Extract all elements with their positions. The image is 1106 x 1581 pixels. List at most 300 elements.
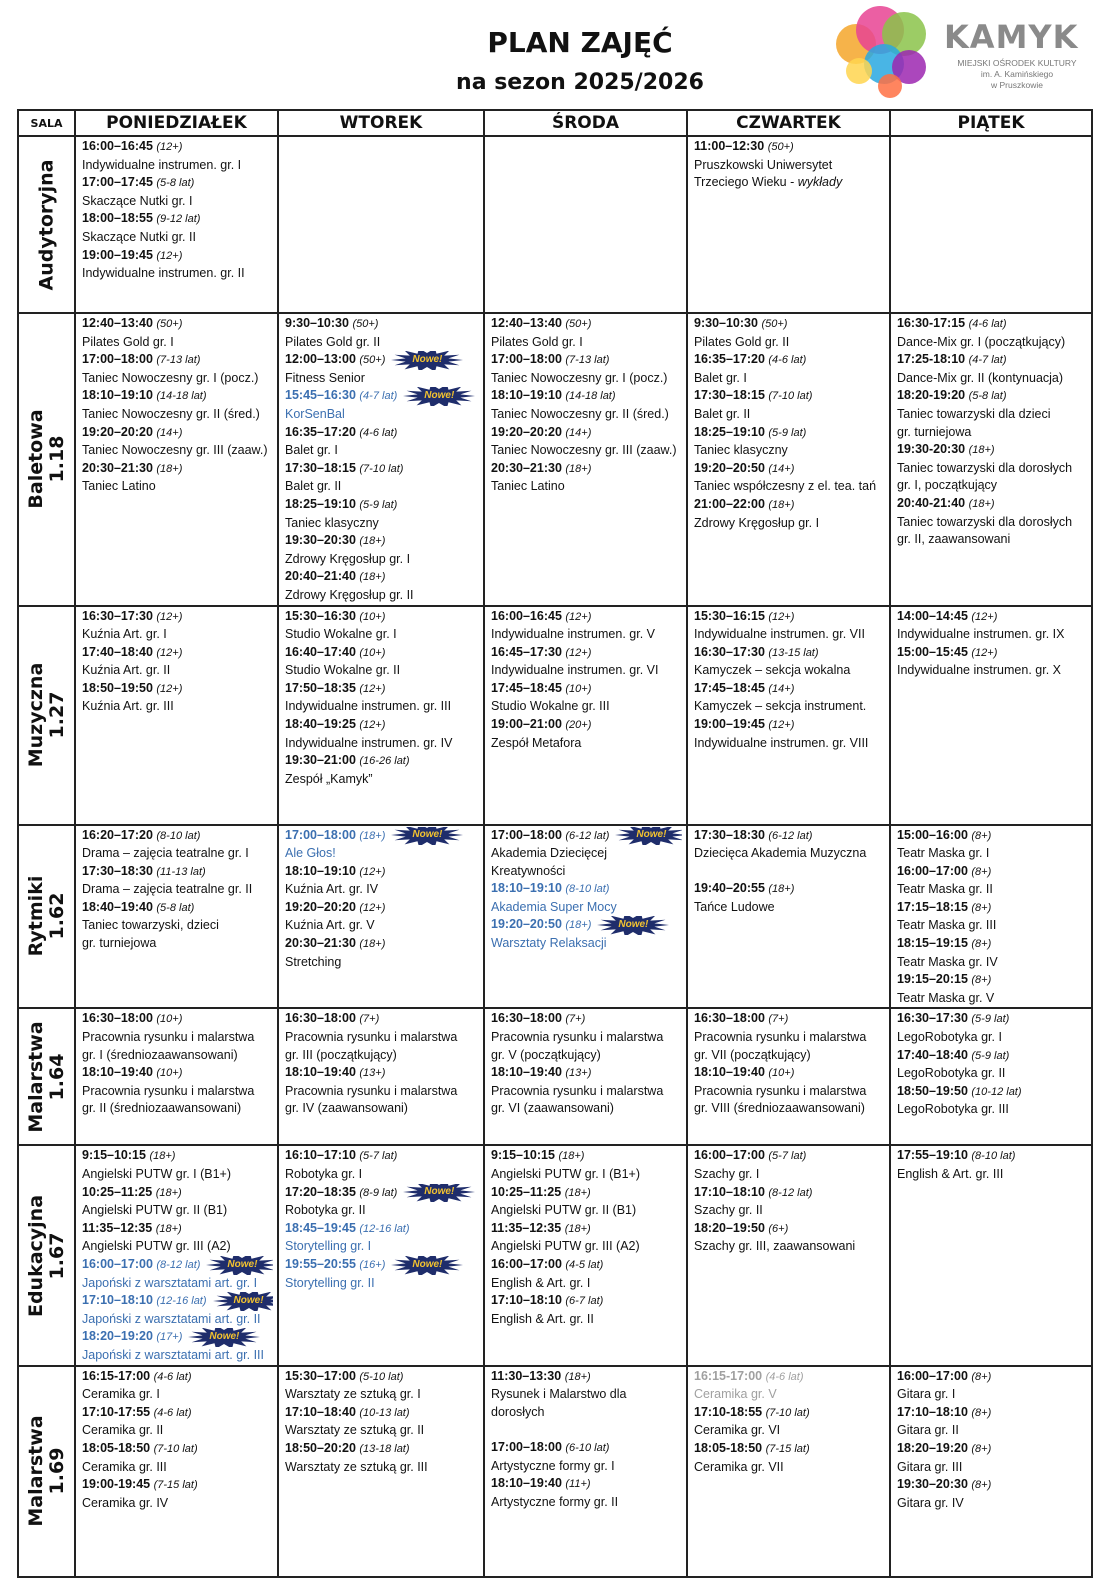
class-time: 15:00–15:45 [897,644,968,659]
new-badge-label: Nowe! [233,1294,264,1306]
class-name: Taniec klasyczny [694,443,788,458]
new-badge [391,1257,463,1273]
class-age: (18+) [968,497,995,510]
class-entry [82,863,273,899]
class-time-line [897,351,1087,370]
spacer [694,863,885,881]
day-cell-thursday [687,1366,890,1577]
class-name: Warsztaty ze sztuką gr. II [285,1423,425,1438]
room-label [26,410,68,509]
class-entry [82,1476,273,1512]
class-entry [82,644,273,680]
room-row [18,606,1092,825]
new-badge-label: Nowe! [412,829,443,841]
logo-subtitle-line: MIEJSKI OŚRODEK KULTURY [957,58,1077,68]
class-time: 16:00–16:45 [491,608,562,623]
class-name: Kamyczek – sekcja instrument. [694,699,867,714]
day-cell-monday [75,1366,278,1577]
new-badge [391,352,463,368]
class-time-line [897,1476,1087,1495]
class-age: (8+) [971,938,992,951]
class-age: (12-16 lat) [359,1222,410,1235]
class-time: 21:00–22:00 [694,496,765,511]
class-entry [694,716,885,752]
class-time: 17:00–18:00 [491,352,562,367]
room-row [18,1366,1092,1577]
class-age: (13+) [359,1067,386,1080]
class-time-line [491,460,682,479]
class-name: Indywidualne instrumen. gr. X [897,663,1061,678]
class-name: LegoRobotyka gr. III [897,1102,1009,1117]
class-time-line [82,174,273,193]
logo-subtitle-line: w Pruszkowie [991,80,1043,90]
class-time: 18:10–19:10 [82,388,153,403]
class-entry [285,716,479,752]
class-time-line [82,680,273,699]
class-entry [285,1147,479,1183]
class-time: 17:10–18:10 [694,1184,765,1199]
class-time: 18:05-18:50 [694,1440,763,1455]
day-cell-monday [75,136,278,313]
class-age: (12+) [971,610,998,623]
class-name: Zespół Metafora [491,735,582,750]
class-age: (10+) [156,1013,183,1026]
class-entry [694,1184,885,1220]
class-name: Rysunek i Malarstwo dla [491,1387,627,1402]
class-time: 15:30–16:30 [285,608,356,623]
class-name: LegoRobotyka gr. I [897,1030,1002,1045]
class-time: 9:30–10:30 [694,316,758,330]
class-age: (50+) [767,141,794,153]
class-time: 19:40–20:55 [694,881,765,896]
class-time: 16:00–17:00 [82,1257,153,1271]
class-time-line [285,644,479,663]
class-time: 17:30–18:30 [694,827,765,842]
class-entry [491,1147,682,1183]
class-age: (8+) [971,1442,992,1455]
class-time: 16:00–17:00 [491,1257,562,1271]
room-name-line: 1.27 [45,691,68,739]
class-time: 17:20–18:35 [285,1184,356,1199]
class-time-line [285,351,479,370]
logo-subtitle-line: im. A. Kamińskiego [980,69,1054,79]
class-entry [694,315,885,351]
class-time: 16:40–17:40 [285,644,356,659]
class-time: 18:10–19:40 [491,1065,562,1080]
class-age: (12+) [565,646,592,659]
class-time: 18:10–19:10 [285,863,356,878]
class-time: 18:10–19:10 [491,388,562,403]
class-name: Zespół „Kamyk” [285,771,373,786]
class-time-line [82,1064,273,1083]
class-name: Storytelling gr. I [285,1239,372,1254]
class-time: 11:30–13:30 [491,1368,562,1383]
class-time-line [82,351,273,370]
class-time: 16:00–17:00 [897,863,968,878]
class-entry [491,916,682,952]
class-age: (8+) [971,974,992,987]
class-entry [897,441,1087,495]
class-entry [491,1010,682,1064]
class-age: (14-18 lat) [565,390,616,403]
class-name: gr. I, początkujący [897,478,998,493]
class-name: Warsztaty ze sztuką gr. I [285,1387,421,1402]
class-entry [82,460,273,496]
room-cell [18,825,75,1009]
class-age: (8-12 lat) [156,1259,201,1271]
class-time-line [694,496,885,515]
class-age: (18+) [155,1222,182,1235]
class-time-line [694,1010,885,1029]
class-age: (6-12 lat) [768,829,813,842]
class-name: Indywidualne instrumen. gr. IV [285,735,453,750]
class-entry [285,935,479,971]
new-badge [188,1329,260,1345]
class-age: (13-15 lat) [768,646,819,659]
class-age: (5-8 lat) [156,177,195,190]
class-time: 19:55–20:55 [285,1257,356,1271]
class-name: Zdrowy Kręgosłup gr. II [285,587,414,602]
class-age: (6-12 lat) [565,829,610,842]
day-cell-wednesday [484,825,687,1009]
class-entry [897,1476,1087,1512]
class-time: 11:35–12:35 [491,1220,562,1235]
room-row [18,825,1092,1009]
class-time-line [285,568,479,587]
class-age: (10+) [768,1067,795,1080]
class-time: 18:50–19:50 [897,1083,968,1098]
class-name: gr. II (średniozaawansowani) [82,1101,242,1116]
logo-circle-icon [846,58,872,84]
day-cell-tuesday [278,825,484,1009]
class-entry [285,496,479,532]
class-name: Teatr Maska gr. III [897,918,997,933]
class-name: Taniec towarzyski dla dorosłych [897,514,1073,529]
class-time-line [285,827,479,846]
kamyk-logo [834,4,1096,100]
class-name: Artystyczne formy gr. I [491,1458,615,1473]
room-name-line: 1.64 [45,1053,68,1101]
class-time-line [285,899,479,918]
class-time-line [694,1440,885,1459]
class-time-line [82,1147,273,1166]
class-entry [694,644,885,680]
new-badge [615,827,682,843]
class-time-line [694,315,885,334]
class-time: 17:30–18:30 [82,863,153,878]
class-entry [82,138,273,174]
class-time: 18:40–19:40 [82,899,153,914]
class-age: (5-7 lat) [768,1150,807,1163]
class-name: Angielski PUTW gr. II (B1) [82,1203,228,1218]
class-entry [285,387,479,423]
class-age: (5-7 lat) [359,1150,398,1163]
new-badge-label: Nowe! [227,1258,258,1270]
class-age: (6-10 lat) [565,1441,610,1454]
class-age: (18+) [768,498,795,511]
class-time-line [285,716,479,735]
room-name-line: Malarstwa [24,1021,47,1133]
class-time: 17:10-17:55 [82,1404,151,1419]
class-age: (50+) [156,318,183,330]
class-name: Angielski PUTW gr. III (A2) [82,1239,231,1254]
class-time: 17:40–18:40 [897,1047,968,1062]
class-name: Angielski PUTW gr. II (B1) [491,1203,637,1218]
class-name: Taniec towarzyski dla dorosłych [897,460,1073,475]
class-name: Pracownia rysunku i malarstwa [285,1030,458,1045]
class-time-line [897,387,1087,406]
class-age: (10-13 lat) [359,1406,410,1419]
class-name: Taniec Latino [82,479,156,494]
class-name: Japoński z warsztatami art. gr. III [82,1347,265,1362]
day-cell-wednesday [484,1008,687,1145]
class-time-line [82,460,273,479]
class-name: Zdrowy Kręgosłup gr. I [285,551,411,566]
class-name: Japoński z warsztatami art. gr. I [82,1275,258,1290]
day-cell-friday [890,825,1092,1009]
class-age: (50+) [565,318,592,330]
class-entry [285,644,479,680]
class-age: (11+) [565,1478,591,1491]
class-time: 9:15–10:15 [491,1148,555,1163]
schedule-table [17,109,1093,1578]
class-entry [82,1292,273,1328]
class-time-line [491,387,682,406]
class-time-line [285,1404,479,1423]
class-entry [897,1440,1087,1476]
class-time: 17:50–18:35 [285,680,356,695]
class-name: Taniec towarzyski dla dzieci [897,406,1051,421]
class-time: 18:20–19:50 [694,1220,765,1235]
class-time-line [285,680,479,699]
room-label [26,1021,68,1132]
class-time: 16:15-17:00 [82,1368,151,1383]
class-time: 9:15–10:15 [82,1148,146,1163]
class-entry [897,351,1087,387]
class-entry [491,424,682,460]
class-time-line [82,899,273,918]
class-time-line [285,387,479,406]
new-badge [206,1257,273,1273]
new-badge [403,1184,475,1200]
class-entry [82,827,273,863]
day-cell-monday [75,825,278,1009]
new-badge-label: Nowe! [412,353,443,365]
class-age: (18+) [564,1222,591,1235]
class-age: (18+) [359,571,386,584]
class-age: (5-9 lat) [768,426,807,439]
class-name: Taniec Nowoczesny gr. II (śred.) [491,406,669,421]
day-cell-thursday [687,825,890,1009]
class-entry [285,680,479,716]
class-time-line [285,1147,479,1166]
class-time: 12:40–13:40 [82,316,153,330]
class-name: Balet gr. I [694,370,747,385]
class-name: Pracownia rysunku i malarstwa [491,1083,664,1098]
class-time-line [694,424,885,443]
class-name: Angielski PUTW gr. I (B1+) [491,1167,640,1182]
class-time: 16:30–18:00 [491,1011,562,1026]
room-name-line: Muzyczna [24,662,47,768]
class-age: (18+) [155,1186,182,1199]
class-time-line [694,1368,885,1387]
day-cell-wednesday [484,606,687,825]
class-age: (13-18 lat) [359,1442,410,1455]
class-entry [82,387,273,423]
class-time-line [897,1440,1087,1459]
class-time: 18:20–19:20 [82,1329,153,1344]
class-time: 15:30–16:15 [694,608,765,623]
class-time-line [285,460,479,479]
class-time-line [82,1256,273,1275]
class-entry [694,138,885,192]
class-age: (12+) [971,646,998,659]
class-entry [897,1047,1087,1083]
class-name: Stretching [285,954,342,969]
class-time: 19:30–20:30 [285,533,356,548]
day-cell-friday [890,313,1092,606]
class-entry [694,1147,885,1183]
class-time: 18:00–18:55 [82,211,153,226]
class-entry [82,315,273,351]
class-name: KorSenBal [285,406,345,421]
class-time: 15:00–16:00 [897,827,968,842]
class-name: Gitara gr. II [897,1423,959,1438]
class-time-line [491,1475,682,1494]
class-age: (7-15 lat) [153,1479,198,1492]
class-time-line [491,680,682,699]
class-age: (50+) [761,318,788,330]
room-name-line: 1.67 [45,1232,68,1279]
class-time-line [491,1220,682,1239]
class-time-line [694,387,885,406]
class-time-line [491,351,682,370]
class-time-line [694,608,885,627]
new-badge [391,827,463,843]
class-name: Indywidualne instrumen. gr. VIII [694,735,869,750]
class-entry [82,1256,273,1292]
day-cell-tuesday [278,1145,484,1365]
class-time-line [82,387,273,406]
class-entry [897,1147,1087,1183]
class-age: (14+) [768,682,795,695]
class-time: 16:45–17:30 [491,644,562,659]
day-cell-thursday [687,1008,890,1145]
class-time: 12:00–13:00 [285,352,356,367]
spacer [491,1421,682,1439]
class-age: (7-10 lat) [768,390,813,403]
class-entry [285,315,479,351]
class-time: 18:10–19:40 [82,1065,153,1080]
class-time-line [82,863,273,882]
room-label [36,159,57,290]
schedule-body [18,136,1092,1577]
class-time: 16:30–18:00 [285,1011,356,1026]
new-badge-label: Nowe! [424,390,455,402]
class-age: (8-10 lat) [565,883,610,896]
class-time-line [897,827,1087,846]
class-age: (8+) [971,1406,992,1419]
class-name: Gitara gr. IV [897,1495,964,1510]
class-age: (4-6 lat) [359,426,398,439]
class-time-line [491,608,682,627]
class-age: (4-5 lat) [565,1259,604,1271]
class-name: Trzeciego Wieku - [694,175,798,190]
day-cell-thursday [687,606,890,825]
class-time-line [491,1439,682,1458]
class-time: 18:45–19:45 [285,1220,356,1235]
class-age: (12+) [156,249,183,262]
class-time-line [694,351,885,370]
class-name: Teatr Maska gr. IV [897,954,998,969]
room-label [26,876,68,957]
new-badge-label: Nowe! [618,919,649,931]
column-header-thursday: CZWARTEK [687,110,890,136]
class-entry [694,1404,885,1440]
class-time-line [694,1147,885,1166]
class-entry [491,315,682,351]
class-age: (4-6 lat) [153,1406,192,1419]
class-name: Drama – zajęcia teatralne gr. II [82,882,253,897]
class-name: gr. VIII (średniozaawansowani) [694,1101,865,1116]
class-entry [285,1256,479,1292]
class-name: gr. turniejowa [897,424,972,439]
class-name: Pruszkowski Uniwersytet [694,157,833,172]
class-name: Japoński z warsztatami art. gr. II [82,1311,261,1326]
class-name: Taniec towarzyski, dzieci [82,918,219,933]
class-time-line [491,1147,682,1166]
class-time-line [897,1047,1087,1066]
class-time-line [285,496,479,515]
class-age: (7-10 lat) [765,1406,810,1419]
day-cell-tuesday [278,313,484,606]
class-time: 20:40-21:40 [897,495,966,510]
room-row [18,136,1092,313]
class-entry [491,351,682,387]
class-name: Taniec Nowoczesny gr. III (zaaw.) [82,443,268,458]
room-name-line: Audytoryjna [35,159,57,290]
class-time-line [897,899,1087,918]
class-entry [897,387,1087,441]
class-entry [491,716,682,752]
class-entry [694,387,885,423]
class-time-line [285,1064,479,1083]
class-age: (5-9 lat) [359,498,398,511]
room-row [18,1145,1092,1365]
class-time-line [897,863,1087,882]
class-time-line [285,1368,479,1387]
class-time: 16:30–18:00 [82,1011,153,1026]
page-title: PLAN ZAJĘĆ [487,26,673,59]
class-time: 16:35–17:20 [694,352,765,367]
class-name: dorosłych [491,1404,545,1419]
new-badge [597,917,669,933]
class-time: 18:10–19:40 [491,1476,562,1491]
class-entry [82,1440,273,1476]
class-name: LegoRobotyka gr. II [897,1066,1006,1081]
class-name: Robotyka gr. II [285,1203,366,1218]
class-time: 18:10–19:40 [285,1065,356,1080]
class-entry [694,827,885,863]
room-cell [18,1366,75,1577]
class-age: (7-10 lat) [153,1442,198,1455]
class-time: 17:00–18:00 [491,1439,562,1454]
class-age: (4-6 lat) [765,1370,804,1383]
room-cell [18,136,75,313]
class-name: Balet gr. II [694,406,751,421]
class-entry [491,1184,682,1220]
class-name: Ceramika gr. II [82,1423,164,1438]
